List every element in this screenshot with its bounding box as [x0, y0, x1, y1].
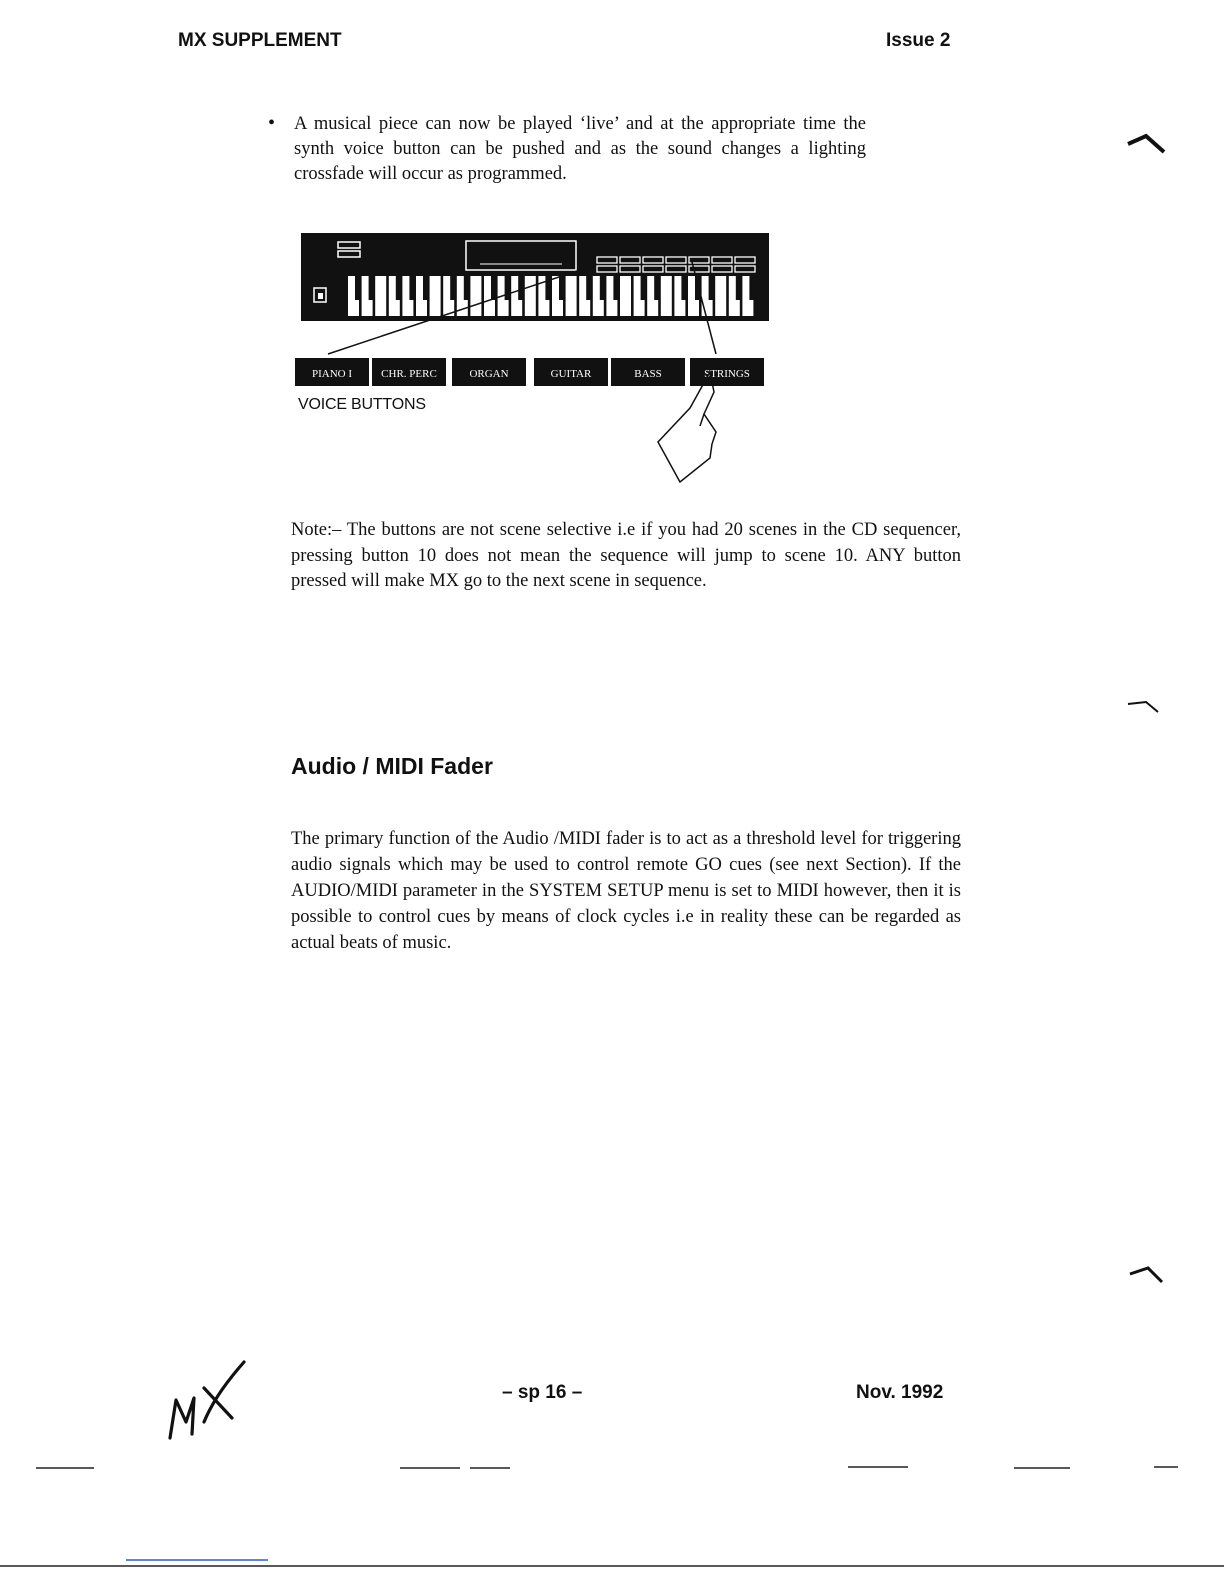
voice-button-label: PIANO I [311, 368, 353, 380]
bullet-symbol: • [268, 112, 276, 134]
bullet-text: A musical piece can now be played ‘live’ and at the appropriate time the synth voice button can be pushed and as the sound changes a lighting crossfade will occur as programmed. [294, 114, 866, 184]
header-issue: Issue 2 [886, 30, 951, 51]
voice-button-label: BASS [634, 368, 662, 380]
voice-button-label: STRINGS [704, 368, 750, 380]
page-number: – sp 16 – [502, 1382, 583, 1403]
section-body: The primary function of the Audio /MIDI fader is to act as a threshold level for triggering audio signals which may be used to control remote GO cues (see next Section). If the AUDIO/MIDI parameter in the SYSTEM SETUP menu is set to MIDI however, then it is possible to control cues by means of clock cycles i.e in reality these can be regarded as actual beats of music. [291, 829, 961, 953]
voice-button-label: CHR. PERC [381, 368, 437, 380]
note-paragraph: Note:– The buttons are not scene selective i.e if you had 20 scenes in the CD sequencer, pressing button 10 does not mean the sequence will jump to scene 10. ANY button pressed will make MX go to the next scene in sequence. [291, 520, 961, 591]
voice-button-label: GUITAR [550, 368, 592, 380]
voice-button-label: ORGAN [469, 368, 509, 380]
header-title: MX SUPPLEMENT [178, 30, 342, 51]
section-title: Audio / MIDI Fader [291, 753, 493, 779]
footer-date: Nov. 1992 [856, 1382, 944, 1403]
voice-buttons-caption: VOICE BUTTONS [298, 396, 426, 413]
